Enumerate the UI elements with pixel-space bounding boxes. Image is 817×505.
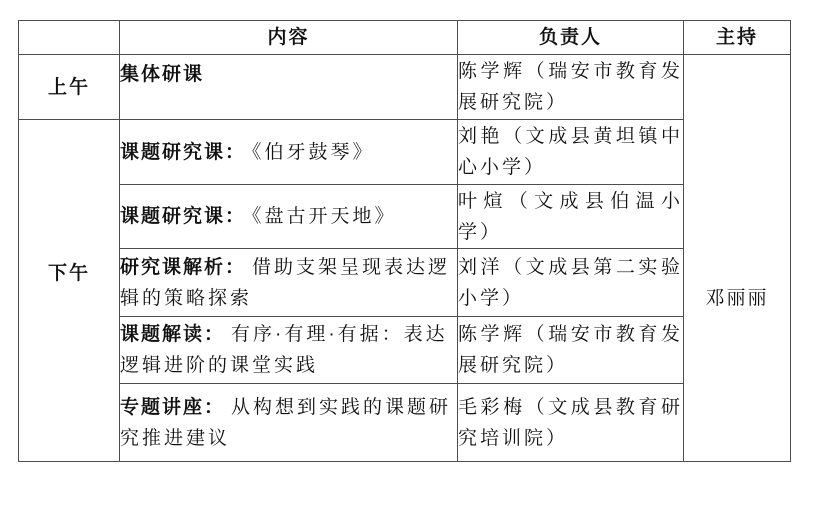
schedule-table [18, 20, 791, 462]
header-time [19, 21, 120, 55]
table-row [19, 55, 791, 120]
session-title: 课题解读： [120, 324, 226, 345]
person-cell: 叶煊（文成县伯温小学） [458, 185, 684, 249]
session-detail: 《盘古开天地》 [252, 206, 397, 227]
table-row [19, 249, 791, 317]
session-title: 研究课解析： [120, 256, 247, 278]
header-person: 负责人 [458, 21, 684, 55]
time-afternoon-label: 下午 [47, 263, 90, 284]
table-row [19, 185, 791, 249]
content-cell [120, 120, 458, 185]
person-cell: 刘艳（文成县黄坦镇中心小学） [458, 120, 684, 185]
table-row [19, 120, 791, 185]
host-cell [684, 55, 791, 462]
header-content: 内容 [120, 21, 458, 55]
session-detail: 从构想到实践的课题研究推进建议 [120, 396, 452, 449]
person-cell: 毛彩梅（文成县教育研究培训院） [458, 384, 684, 462]
content-cell [120, 55, 458, 120]
session-detail: 《伯牙鼓琴》 [252, 141, 375, 163]
table-row [19, 384, 791, 462]
time-afternoon-cell [19, 120, 120, 462]
content-cell [120, 249, 458, 317]
person-cell: 刘洋（文成县第二实验小学） [458, 249, 684, 317]
header-host: 主持 [684, 21, 791, 55]
session-title: 课题研究课： [120, 206, 247, 227]
person-cell: 陈学辉（瑞安市教育发展研究院） [458, 55, 684, 120]
person-cell: 陈学辉（瑞安市教育发展研究院） [458, 317, 684, 384]
host-name: 邓丽丽 [705, 287, 769, 309]
session-detail: 有序·有理·有据：表达逻辑进阶的课堂实践 [120, 324, 448, 376]
content-cell [120, 317, 458, 384]
session-title: 专题讲座： [120, 396, 226, 418]
session-detail: 借助支架呈现表达逻辑的策略探索 [120, 256, 451, 309]
header-row [19, 21, 791, 55]
content-cell [120, 384, 458, 462]
session-title: 集体研课 [120, 64, 205, 85]
time-morning-cell: 上午 [19, 55, 120, 120]
content-cell [120, 185, 458, 249]
session-title: 课题研究课： [120, 141, 247, 163]
table-row [19, 317, 791, 384]
